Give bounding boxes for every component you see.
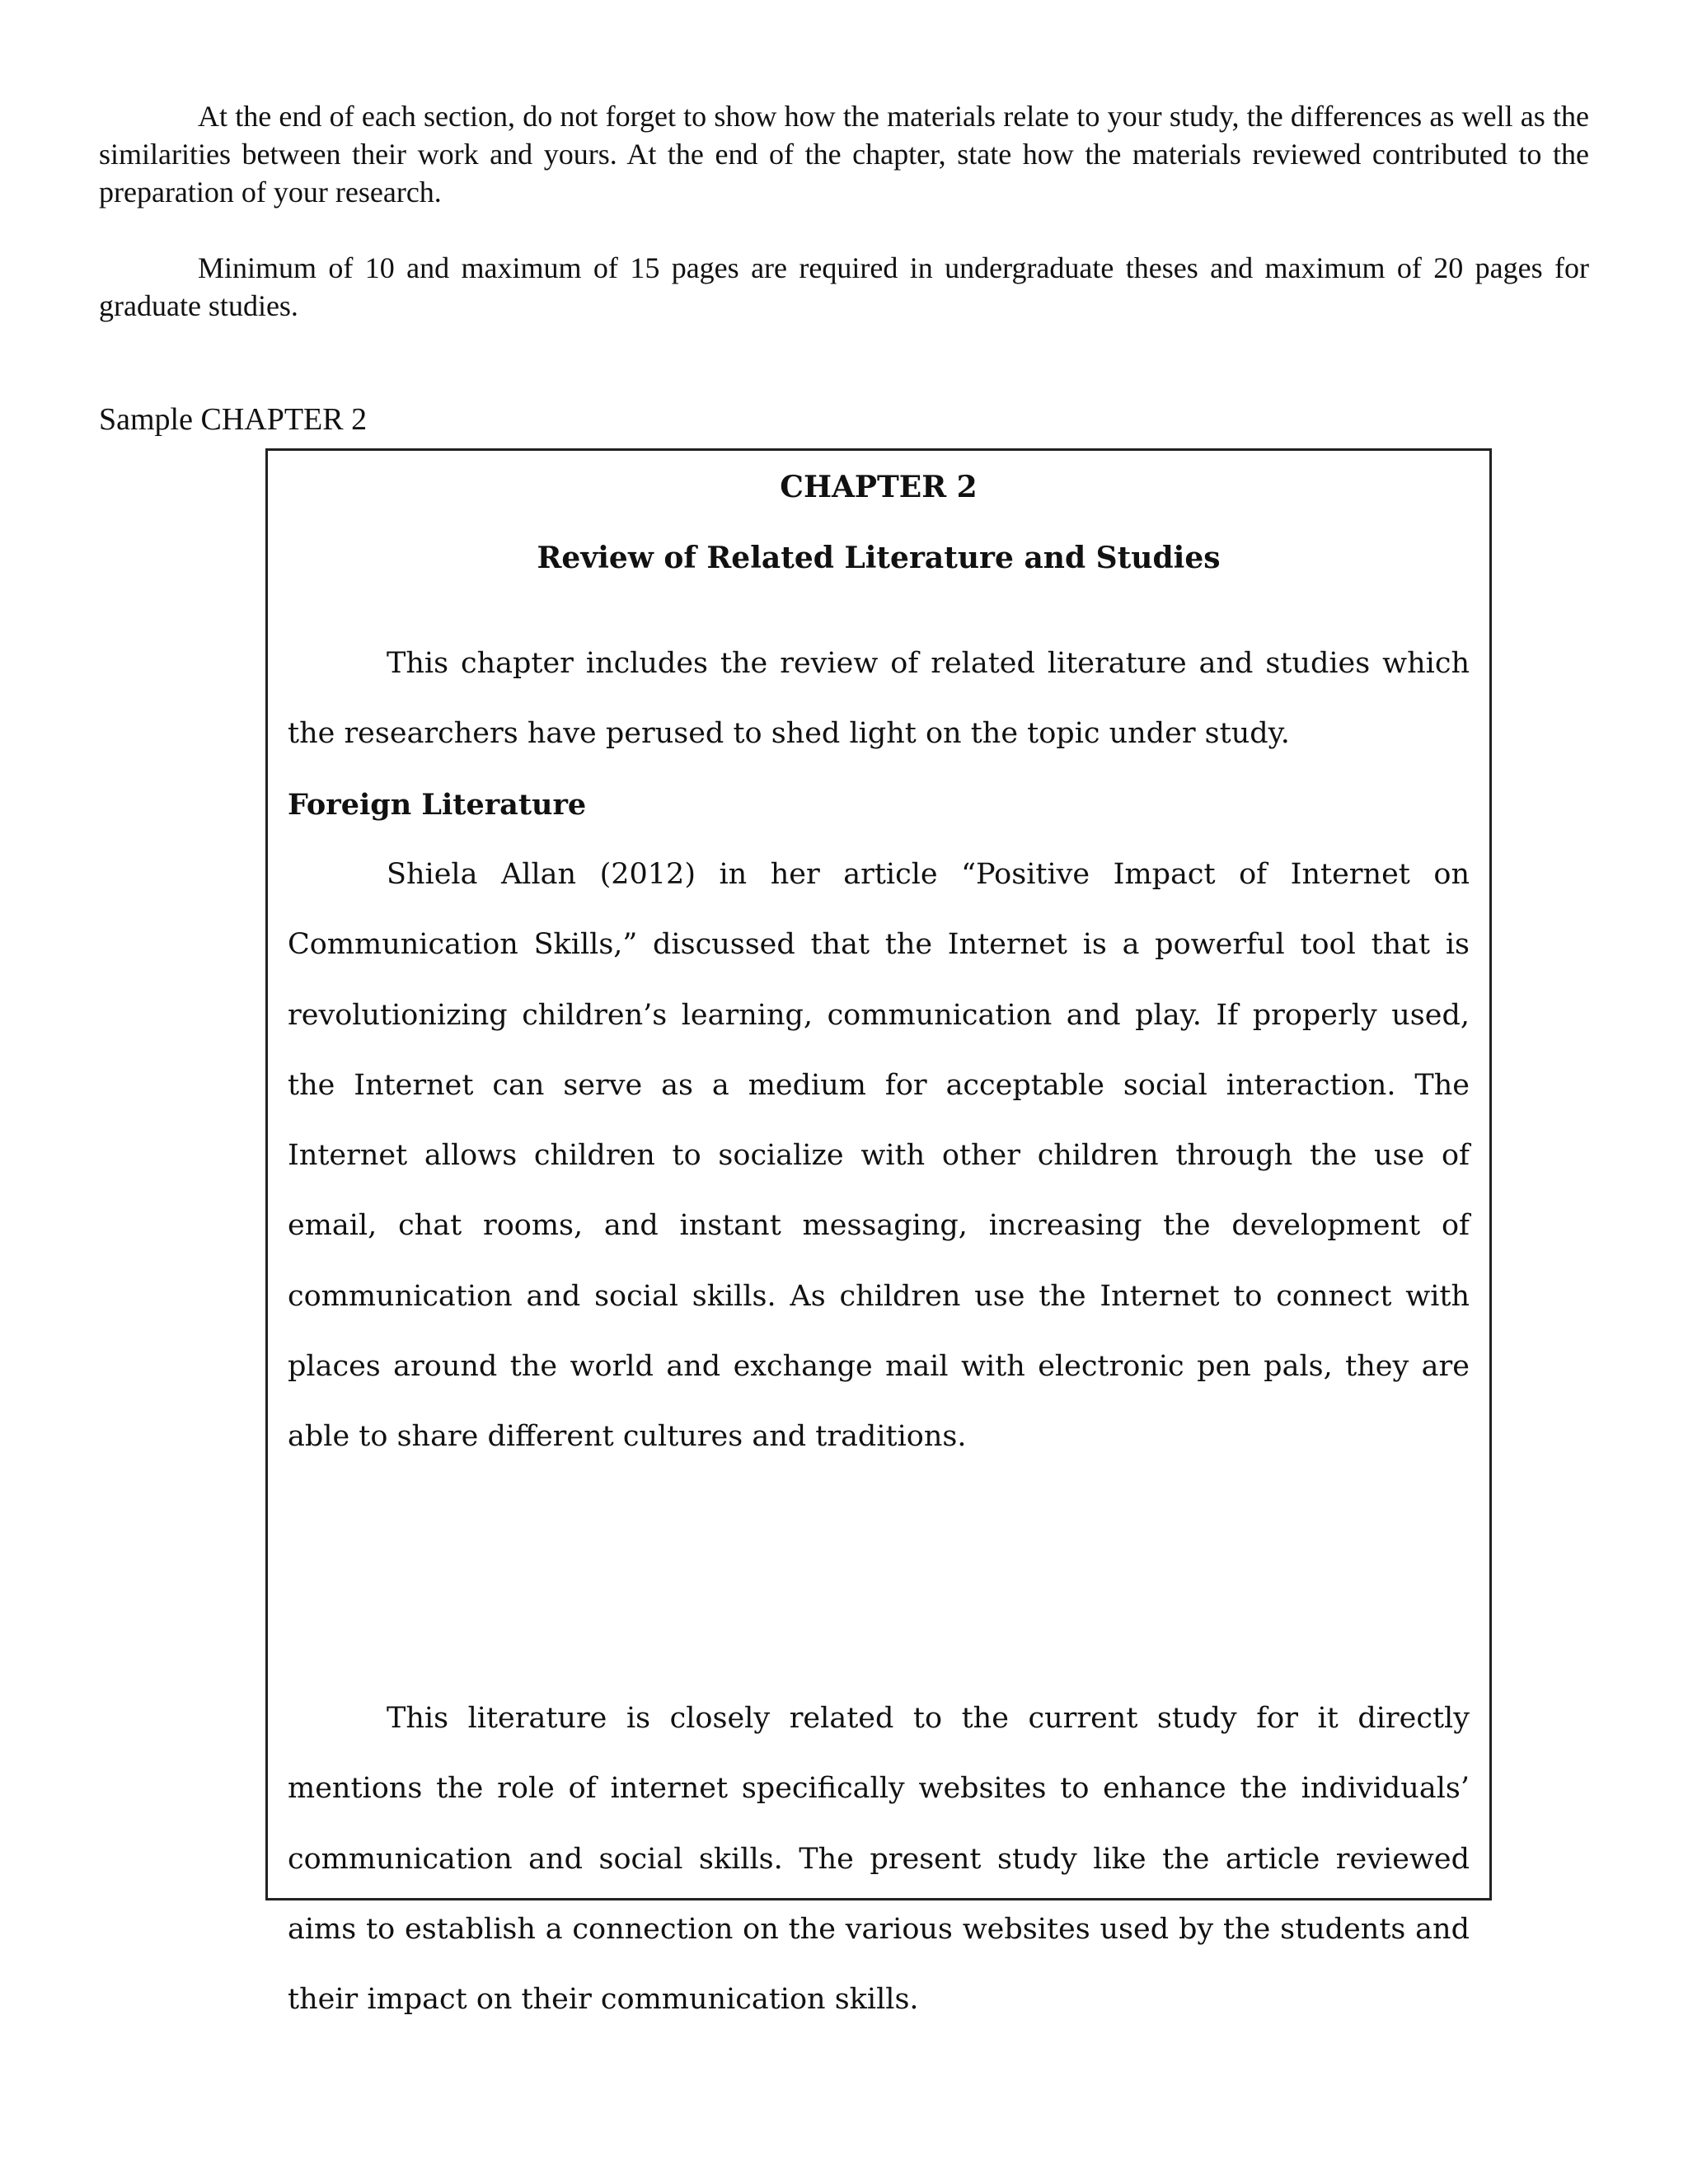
section-heading-foreign-literature: Foreign Literature: [288, 788, 587, 822]
paragraph-relation: This literature is closely related to the current study for it directly mentions the role of internet specifically websites to enhance the individuals’ communication and social skills. The present study like the article reviewed aims to establish a connection on the various websites used by the students and their impact on their communication skills.: [288, 1702, 1470, 2017]
intro-paragraph-1: At the end of each section, do not forget to show how the materials relate to your study, the differences as well as the similarities between their work and yours. At the end of the chapter, state how the materials reviewed contributed to the preparation of your research.: [99, 100, 1589, 209]
chapter-title: CHAPTER 2: [780, 470, 978, 504]
sample-label: Sample CHAPTER 2: [99, 402, 368, 437]
chapter-subtitle: Review of Related Literature and Studies: [537, 541, 1221, 575]
sample-chapter-box: [265, 448, 1492, 2017]
chapter-intro-paragraph: This chapter includes the review of related literature and studies which the researchers have perused to shed light on the topic under study.: [288, 647, 1470, 751]
paragraph-allan: Shiela Allan (2012) in her article “Positive Impact of Internet on Communication Skills,” discussed that the Internet is a powerful tool that is revolutionizing children’s learning, communication and play. If properly used, the Internet can serve as a medium for acceptable social interaction. The Internet allows children to socialize with other children through the use of email, chat rooms, and instant messaging, increasing the development of communication and social skills. As children use the Internet to connect with places around the world and exchange mail with electronic pen pals, they are able to share different cultures and traditions.: [288, 858, 1470, 1454]
intro-paragraph-2: Minimum of 10 and maximum of 15 pages are required in undergraduate theses and maximum of 20 pages for graduate studies.: [99, 251, 1589, 322]
